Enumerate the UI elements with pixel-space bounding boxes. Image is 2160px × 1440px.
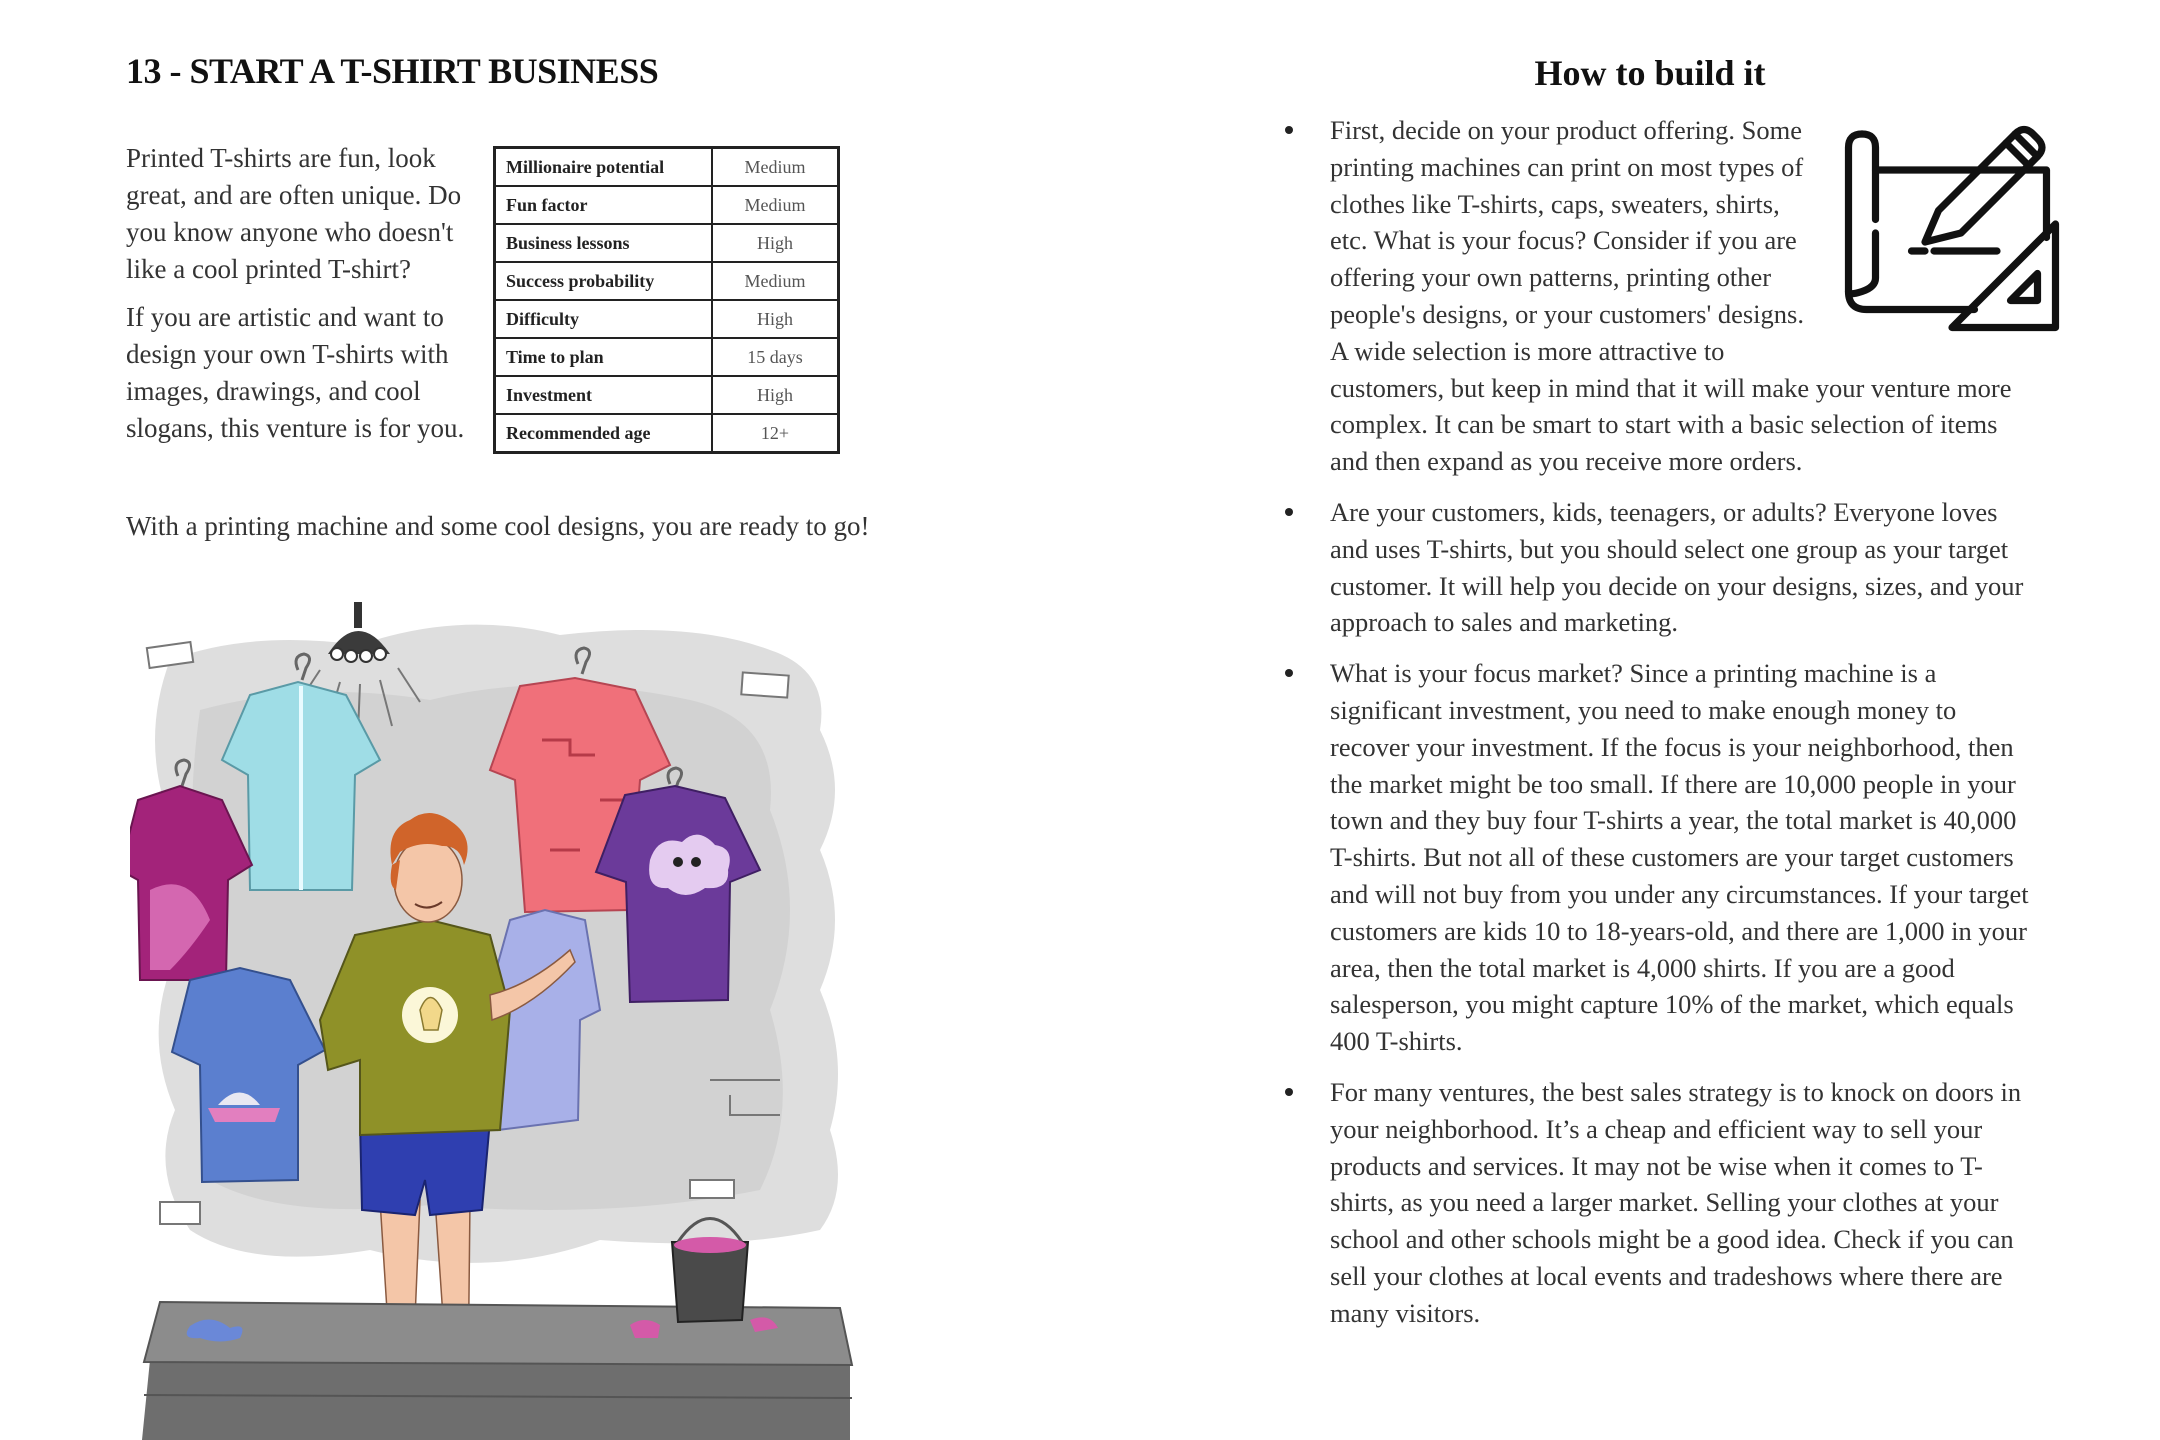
- stat-value: High: [712, 224, 839, 262]
- stat-label: Fun factor: [495, 186, 713, 224]
- how-to-list: [1280, 112, 2040, 1346]
- bullet-icon: [1285, 669, 1293, 677]
- stat-label: Investment: [495, 376, 713, 414]
- list-item: [1280, 112, 2040, 480]
- stat-value: Medium: [712, 262, 839, 300]
- list-item: [1280, 655, 2040, 1060]
- table-row: [495, 376, 839, 414]
- stat-value: Medium: [712, 148, 839, 187]
- stat-value: High: [712, 300, 839, 338]
- bullet-text: For many ventures, the best sales strategy is to knock on doors in your neighborhood. It’s a cheap and efficient way to sell your products and services. It may not be wise when it comes to T-shirts, as you need a larger market. Selling your clothes at your school and other schools might be a good idea. Check if you can sell your clothes at local events and tradeshows where there are many visitors.: [1330, 1076, 2022, 1328]
- bullet-icon: [1285, 508, 1293, 516]
- stat-label: Difficulty: [495, 300, 713, 338]
- chapter-title: 13 - START A T-SHIRT BUSINESS: [126, 51, 659, 91]
- table-row: [495, 338, 839, 376]
- table-row: [495, 148, 839, 187]
- platform-top: [144, 1302, 852, 1365]
- bullet-text: What is your focus market? Since a printing machine is a significant investment, you need to make enough money to recover your investment. If the focus is your neighborhood, then the market might be too small. If there are 10,000 people in your town and they buy four T-shirts a year, the total market is 40,000 T-shirts. But not all of these customers are your target customers and will not buy from you under any circumstances. If your target customers are kids 10 to 18-years-old, and there are 1,000 in your area, then the total market is 4,000 shirts. If you are a good salesperson, you might capture 10% of the market, which equals 400 T-shirts.: [1330, 658, 2029, 1057]
- stat-value: High: [712, 376, 839, 414]
- table-row: [495, 262, 839, 300]
- stat-value: 12+: [712, 414, 839, 453]
- venture-stats-table: [493, 146, 840, 454]
- table-row: [495, 414, 839, 453]
- list-item: [1280, 1074, 2040, 1332]
- table-row: [495, 186, 839, 224]
- intro-text: [126, 140, 496, 458]
- blueprint-pencil-icon: [1835, 110, 2060, 338]
- table-row: [495, 300, 839, 338]
- stat-label: Millionaire potential: [495, 148, 713, 187]
- bullet-icon: [1285, 126, 1293, 134]
- stat-label: Recommended age: [495, 414, 713, 453]
- stat-label: Time to plan: [495, 338, 713, 376]
- stat-value: Medium: [712, 186, 839, 224]
- t-shirt-shop-illustration: [130, 590, 870, 1440]
- wall-brick: [690, 1180, 734, 1198]
- section-title: How to build it: [1534, 53, 1766, 93]
- stat-label: Success probability: [495, 262, 713, 300]
- table-row: [495, 224, 839, 262]
- list-item: [1280, 494, 2040, 641]
- intro-paragraph: Printed T-shirts are fun, look great, and are often unique. Do you know anyone who doesn't like a cool printed T-shirt?: [126, 143, 462, 284]
- bullet-text: Are your customers, kids, teenagers, or adults? Everyone loves and uses T-shirts, but you should select one group as your target customer. It will help you decide on your designs, sizes, and your approach to sales and marketing.: [1330, 496, 2024, 638]
- bullet-icon: [1285, 1088, 1293, 1096]
- stat-label: Business lessons: [495, 224, 713, 262]
- stat-value: 15 days: [712, 338, 839, 376]
- bullet-text: First, decide on your product offering. Some printing machines can print on most types of clothes like T-shirts, caps, sweaters, shirts, etc. What is your focus? Consider if you are offering your own patterns, printing other people's designs, or your customers' designs. A wide selection is more attractive to customers, but keep in mind that it will make your venture more complex. It can be smart to start with a basic selection of items and then expand as you receive more orders.: [1330, 115, 2012, 477]
- wall-brick: [741, 672, 788, 697]
- platform: [142, 1360, 850, 1440]
- outro-text: With a printing machine and some cool designs, you are ready to go!: [126, 511, 870, 541]
- wall-brick: [160, 1202, 200, 1224]
- intro-paragraph: If you are artistic and want to design your own T-shirts with images, drawings, and cool slogans, this venture is for you.: [126, 302, 465, 443]
